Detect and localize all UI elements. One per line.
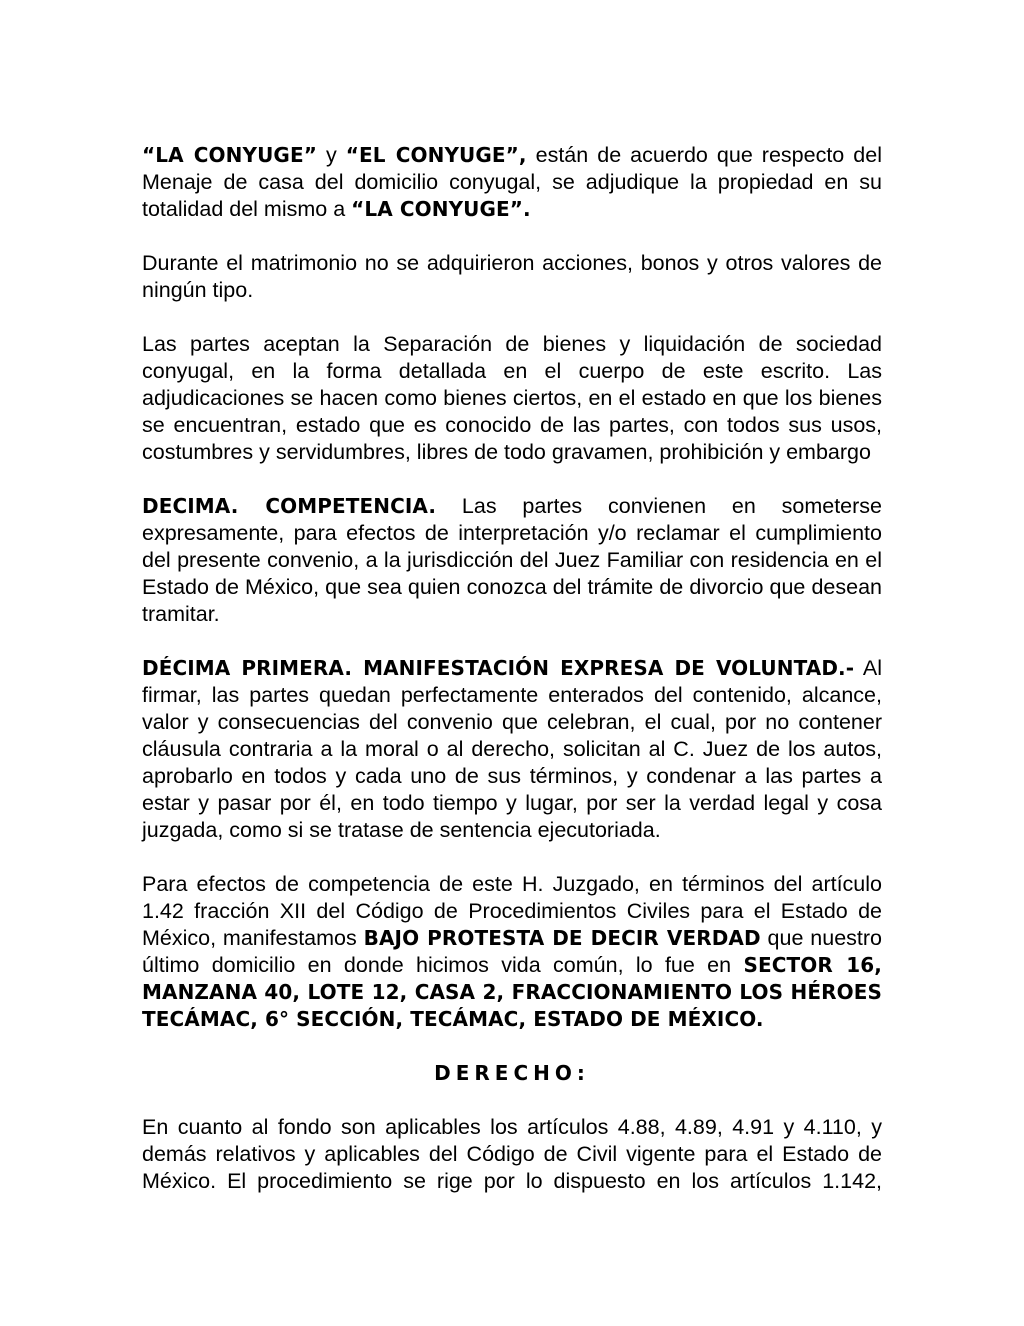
bold-bajo-protesta: BAJO PROTESTA DE DECIR VERDAD <box>363 926 761 950</box>
heading-text: DERECHO: <box>434 1061 590 1085</box>
text-segment: están de acuerdo que respecto del Menaje de casa del domicilio conyugal, se adjudique la propiedad en su totalidad del mismo a <box>142 143 882 221</box>
paragraph-domicilio <box>142 871 882 1033</box>
section-heading-derecho <box>142 1060 882 1087</box>
bold-la-conyuge: “LA CONYUGE” <box>142 143 317 167</box>
text-segment: Durante el matrimonio no se adquirieron acciones, bonos y otros valores de ningún tipo. <box>142 251 882 302</box>
paragraph-acciones <box>142 250 882 304</box>
clause-title-decima: DECIMA. COMPETENCIA. <box>142 494 437 518</box>
paragraph-menaje <box>142 142 882 223</box>
text-segment: Para efectos de competencia de este H. Juzgado, en términos del artículo 1.42 fracción XII del Código de Procedimientos Civiles para el Estado de México, manifestamos <box>142 872 882 950</box>
bold-el-conyuge: “EL CONYUGE”, <box>345 143 527 167</box>
text-segment: Las partes convienen en someterse expresamente, para efectos de interpretación y/o reclamar el cumplimiento del presente convenio, a la jurisdicción del Juez Familiar con residencia en el Estado de México, que sea quien conozca del trámite de divorcio que desean tramitar. <box>142 494 882 626</box>
bold-address: SECTOR 16, MANZANA 40, LOTE 12, CASA 2, FRACCIONAMIENTO LOS HÉROES TECÁMAC, 6° SECCIÓN, TECÁMAC, ESTADO DE MÉXICO. <box>142 953 882 1031</box>
text-segment: Las partes aceptan la Separación de bienes y liquidación de sociedad conyugal, en la forma detallada en el cuerpo de este escrito. Las adjudicaciones se hacen como bienes ciertos, en el estado en que los bienes se encuentran, estado que es conocido de las partes, con todos sus usos, costumbres y servidumbres, libres de todo gravamen, prohibición y embargo <box>142 332 882 464</box>
paragraph-fondo <box>142 1114 882 1195</box>
bold-la-conyuge-end: “LA CONYUGE”. <box>351 197 531 221</box>
text-segment: Al firmar, las partes quedan perfectamente enterados del contenido, alcance, valor y consecuencias del convenio que celebran, el cual, por no contener cláusula contraria a la moral o al derecho, solicitan al C. Juez de los autos, aprobarlo en todos y cada uno de sus términos, y condenar a las partes a estar y pasar por él, en todo tiempo y lugar, por ser la verdad legal y cosa juzgada, como si se tratase de sentencia ejecutoriada. <box>142 656 882 842</box>
paragraph-decima-primera <box>142 655 882 844</box>
paragraph-separacion-bienes <box>142 331 882 466</box>
document-body <box>142 142 882 1222</box>
text-segment: que nuestro último domicilio en donde hicimos vida común, lo fue en <box>142 926 883 977</box>
text-segment: En cuanto al fondo son aplicables los artículos 4.88, 4.89, 4.91 y 4.110, y demás relativos y aplicables del Código de Civil vigente para el Estado de México. El procedimiento se rige por lo dispuesto en los artículos 1.142, <box>142 1115 882 1193</box>
clause-title-decima-primera: DÉCIMA PRIMERA. MANIFESTACIÓN EXPRESA DE VOLUNTAD.- <box>142 656 855 680</box>
text-segment: y <box>316 143 346 167</box>
paragraph-decima-competencia <box>142 493 882 628</box>
